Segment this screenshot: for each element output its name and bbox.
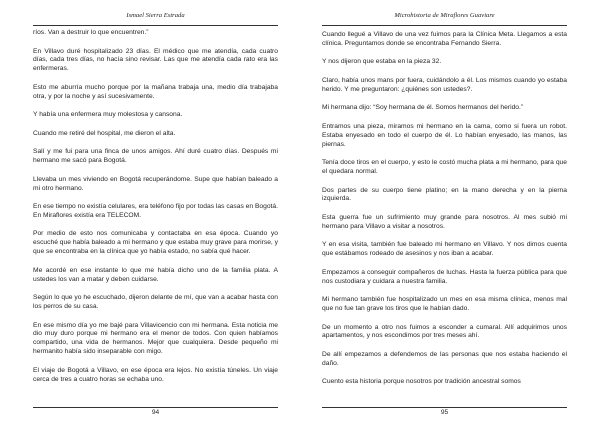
right-page [300, 0, 600, 426]
paragraph: En Villavo duré hospitalizado 23 días. El médico que me atendía, cada cuatro días, cada tres días, no hacía sino revisar. Las que me atendía cada rato era las enfermeras. [33, 47, 278, 73]
paragraph: Me acordé en ese instante lo que me había dicho uno de la familia plata. A ustedes los van a matar y deben cuidarse. [33, 266, 278, 283]
paragraph: En ese mismo día yo me bajé para Villavicencio con mi hermana. Esta noticia me dio muy duro porque mi hermano era el menor de todos. Con quien habíamos compartido, una vida de hermanos. Mejor que cualquiera. Desde pequeño mi hermanito había sido inseparable con migo. [33, 321, 278, 356]
paragraph: Empezamos a conseguir compañeros de luchas. Hasta la fuerza pública para que nos custodiara y cuidara a nuestra familia. [322, 268, 567, 285]
paragraph: Cuento esta historia porque nosotros por tradición ancestral somos [322, 378, 521, 386]
paragraph: Según lo que yo he escuchado, dijeron delante de mí, que van a acabar hasta con los perros de su casa. [33, 294, 278, 311]
left-page-number: 94 [33, 407, 278, 417]
paragraph: Y nos dijeron que estaba en la pieza 32. [322, 58, 442, 66]
left-page-header: Ismael Sierra Estrada [33, 0, 278, 26]
paragraph: Claro, había unos mans por fuera, cuidándolo a él. Los mismos cuando yo estaba herido. Y me preguntaron: ¿quiénes son ustedes?. [322, 76, 567, 93]
paragraph: Mi hermana dijo: “Soy hermana de él. Somos hermanos del herido.” [322, 104, 524, 112]
right-page-header: Microhistoria de Miraflores Guaviare [322, 0, 567, 26]
paragraph: Cuando llegué a Villavo de una vez fuimos para la Clínica Meta. Llegamos a esta clínica. Preguntamos donde se encontraba Fernando Sierra. [322, 31, 567, 47]
paragraph: Por medio de esto nos comunicaba y contactaba en esa época. Cuando yo escuché que había baleado a mi hermano y que estaba muy grave para morirse, y que se encontraba en la clínica que yo había estado, no sabía qué hacer. [33, 230, 278, 256]
paragraph: Entramos una pieza, miramos mi hermano en la cama, como si fuera un robot. Estaba enyesado en todo el cuerpo de él. Lo habían enyesado, las manos, las piernas. [322, 122, 567, 148]
right-page-number: 95 [322, 407, 567, 417]
paragraph: Y había una enfermera muy molestosa y cansona. [33, 111, 183, 119]
paragraph: El viaje de Bogotá a Villavo, en ese época era lejos. No existía túneles. Un viaje cerca de tres a cuatro horas se echaba uno. [33, 366, 278, 383]
paragraph: Llevaba un mes viviendo en Bogotá recuperándome. Supe que habían baleado a mi otro hermano. [33, 175, 278, 192]
paragraph: Esta guerra fue un sufrimiento muy grande para nosotros. Al mes subió mi hermano para Villavo a visitar a nosotros. [322, 213, 567, 230]
paragraph: Mi hermano también fue hospitalizado un mes en esa misma clínica, menos mal que no fue tan grave los tiros que le habían dado. [322, 296, 567, 313]
left-page-body [33, 29, 278, 385]
paragraph: Tenía doce tiros en el cuerpo, y esto le costó mucha plata a mi hermano, para que el quedara normal. [322, 159, 567, 176]
paragraph: Dos partes de su cuerpo tiene platino; en la mano derecha y en la pierna izquierda. [322, 186, 567, 203]
paragraph: Salí y me fui para una finca de unos amigos. Ahí duré cuatro días. Después mi hermano me sacó para Bogotá. [33, 148, 278, 165]
paragraph: Esto me aburría mucho porque por la mañana trabaja una, medio día trabajaba otra, y por la noche y así sucesivamente. [33, 83, 278, 100]
paragraph: De un momento a otro nos fuimos a esconder a cumaral. Allí adquirimos unos apartamentos, y nos escondimos por tres meses ahí. [322, 323, 567, 340]
paragraph: De allí empezamos a defendemos de las personas que nos estaba haciendo el daño. [322, 350, 567, 367]
paragraph: ríos. Van a destruir lo que encuentren.” [33, 29, 149, 36]
paragraph: Y en esa visita, también fue baleado mi hermano en Villavo. Y nos dimos cuenta que estábamos rodeado de asesinos y nos iban a acabar. [322, 241, 567, 258]
paragraph: En ese tiempo no existía celulares, era teléfono fijo por todas las casas en Bogotá. En Miraflores existía era TELECOM. [33, 203, 278, 219]
paragraph: Cuando me retiré del hospital, me dieron el alta. [33, 129, 176, 137]
right-page-body [322, 31, 567, 387]
